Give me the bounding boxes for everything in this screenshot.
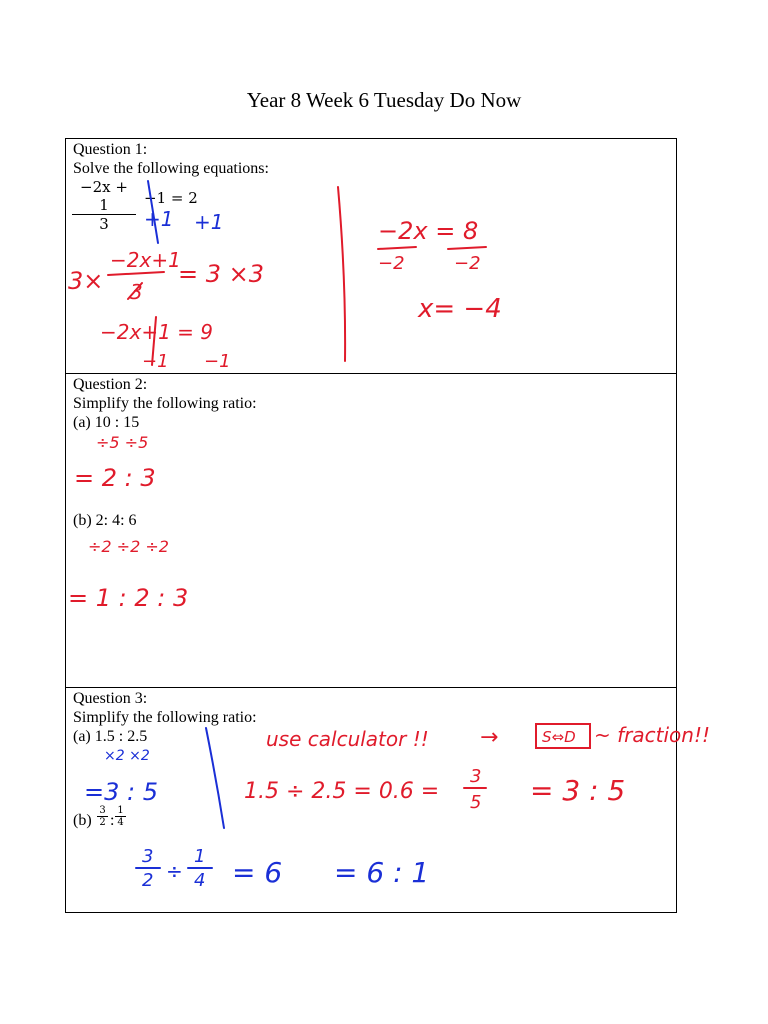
minus-one-left: −1 xyxy=(142,351,169,372)
b-work-divide: ÷ xyxy=(166,859,183,883)
b-work-equals-six: = 6 xyxy=(232,856,283,889)
divide-by-two: ÷2 ÷2 ÷2 xyxy=(88,537,169,556)
divide-by-right: −2 xyxy=(454,253,481,274)
equation-denominator: 3 xyxy=(99,215,109,233)
plus-one-left: +1 xyxy=(144,207,174,231)
arrow-symbol: → xyxy=(480,725,499,750)
answer-a-blue: =3 : 5 xyxy=(84,778,158,806)
part-b-colon: : xyxy=(110,812,115,829)
divide-by-five: ÷5 ÷5 xyxy=(96,433,149,452)
plus-one-right: +1 xyxy=(194,210,224,234)
part-b-fraction-2-den: 4 xyxy=(117,817,124,828)
divide-bar-left xyxy=(378,247,416,249)
step-three-equation: −2x = 8 xyxy=(378,217,479,245)
question-2-part-a: (a) 10 : 15 xyxy=(73,414,140,431)
question-3-instruction: Simplify the following ratio: xyxy=(73,709,257,726)
question-1-ink xyxy=(66,139,678,375)
question-3-part-b-label: (b) xyxy=(73,812,92,829)
equation-rest: −1 = 2 xyxy=(144,189,198,207)
question-1-instruction: Solve the following equations: xyxy=(73,160,269,177)
note-fraction: ~ fraction!! xyxy=(594,723,710,747)
b-work-den1: 2 xyxy=(142,870,154,891)
part-b-fraction-1-num: 3 xyxy=(97,805,108,817)
question-2-instruction: Simplify the following ratio: xyxy=(73,395,257,412)
note-use-calculator: use calculator !! xyxy=(266,727,429,751)
b-work-answer: = 6 : 1 xyxy=(334,856,430,889)
step-two-equation: −2x+1 = 9 xyxy=(100,320,213,344)
question-2-ink xyxy=(66,374,678,689)
page-title: Year 8 Week 6 Tuesday Do Now xyxy=(246,88,522,112)
calc-decimal: 1.5 ÷ 2.5 = 0.6 = xyxy=(244,779,440,804)
question-2-part-b: (b) 2: 4: 6 xyxy=(73,512,137,529)
b-work-num1: 3 xyxy=(142,846,154,867)
multiply-three-left: 3× xyxy=(68,267,104,295)
ink-fraction-denominator: 3 xyxy=(130,280,143,304)
answer-b: = 1 : 2 : 3 xyxy=(68,584,189,612)
ink-fraction-bar xyxy=(108,272,164,275)
part-b-fraction-1-den: 2 xyxy=(99,817,106,828)
multiply-by-two: ×2 ×2 xyxy=(104,748,150,764)
blue-divider-line xyxy=(206,728,224,828)
question-1-box xyxy=(65,138,677,374)
sd-key-label: S⇔D xyxy=(542,728,576,746)
answer-x: x= −4 xyxy=(418,294,502,324)
equals-three-times-three: = 3 ×3 xyxy=(178,260,265,288)
equation-numerator: −2x + 1 xyxy=(72,178,136,215)
part-b-fraction-2-num: 1 xyxy=(115,805,126,817)
minus-one-right: −1 xyxy=(204,351,231,372)
answer-a: = 2 : 3 xyxy=(74,464,156,492)
b-work-den2: 4 xyxy=(194,870,206,891)
b-work-num2: 1 xyxy=(194,846,206,867)
divide-by-left: −2 xyxy=(378,253,405,274)
ink-fraction-numerator: −2x+1 xyxy=(110,248,181,272)
question-3-heading: Question 3: xyxy=(73,690,148,707)
question-2-box xyxy=(65,373,677,688)
question-3-part-a: (a) 1.5 : 2.5 xyxy=(73,728,148,745)
calc-fraction-den: 5 xyxy=(470,792,482,813)
divide-bar-right xyxy=(448,247,486,249)
question-2-heading: Question 2: xyxy=(73,376,148,393)
question-1-heading: Question 1: xyxy=(73,141,148,158)
calc-fraction-num: 3 xyxy=(470,766,482,787)
question-3-ink xyxy=(66,688,710,914)
question-3-box xyxy=(65,687,710,913)
calc-answer: = 3 : 5 xyxy=(530,774,626,807)
red-divider-line xyxy=(338,187,345,361)
